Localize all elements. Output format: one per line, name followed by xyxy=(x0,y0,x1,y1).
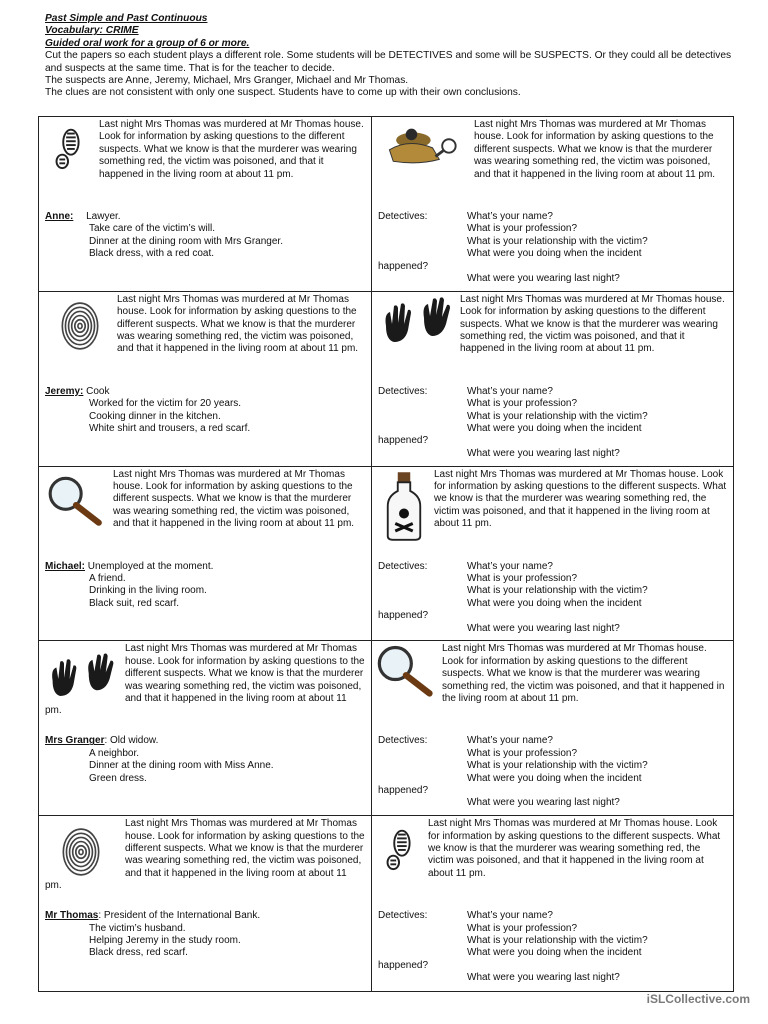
card-intro: Last night Mrs Thomas was murdered at Mr Thomas house. Look for information by asking questions to the different suspects. What we know is that the murderer was wearing something red, the victim was poisoned, and that it happened in the living room at about 11 pm. xyxy=(45,818,365,892)
suspect-clothing: Green dress. xyxy=(89,772,147,784)
suspect-profession: : President of the International Bank. xyxy=(98,910,261,922)
card-intro: Last night Mrs Thomas was murdered at Mr Thomas house. Look for information by asking questions to the different suspects. What we know is that the murderer was wearing something red, the victim was poisoned, and that it happened in the living room at about 11 pm. xyxy=(378,818,727,880)
question-doing: What were you doing when the incident xyxy=(467,423,642,435)
question-doing-end: happened? xyxy=(378,435,429,447)
card-intro: Last night Mrs Thomas was murdered at Mr Thomas house. Look for information by asking questions to the different suspects. What we know is that the murderer was wearing something red, the victim was poisoned, and that it happened in the living room at about 11 pm. xyxy=(378,294,727,356)
question-relationship: What is your relationship with the victim? xyxy=(467,935,648,946)
suspect-relationship: A neighbor. xyxy=(89,747,140,759)
card-intro: Last night Mrs Thomas was murdered at Mr Thomas house. Look for information by asking questions to the different suspects. What we know is that the murderer was wearing something red, the victim was poisoned, and that it happened in the living room at about 11 pm. xyxy=(378,643,727,705)
suspect-relationship: A friend. xyxy=(89,573,126,584)
question-wearing: What were you wearing last night? xyxy=(467,273,620,285)
suspect-profession: Lawyer. xyxy=(86,211,121,222)
question-wearing: What were you wearing last night? xyxy=(467,972,620,984)
question-relationship: What is your relationship with the victim? xyxy=(467,585,648,597)
detective-questions xyxy=(378,910,727,984)
poison-bottle-icon xyxy=(384,471,424,541)
instructions-paragraph: Cut the papers so each student plays a different role. Some students will be DETECTIVES and some will be SUSPECTS. Or they could all be detectives and suspects at the same time. That is for the teacher to decide. xyxy=(45,50,732,74)
suspect-clothing: Black dress, red scarf. xyxy=(89,947,188,959)
detectives-label: Detectives: xyxy=(378,211,428,222)
question-name: What’s your name? xyxy=(467,560,553,572)
card-intro: Last night Mrs Thomas was murdered at Mr Thomas house. Look for information by asking questions to the different suspects. What we know is that the murderer was wearing something red, the victim was poisoned, and that it happened in the living room at about 11 pm. xyxy=(45,469,365,531)
suspect-profession: : Old widow. xyxy=(104,735,159,747)
question-wearing: What were you wearing last night? xyxy=(467,447,620,459)
suspect-details xyxy=(45,910,365,960)
detective-icon xyxy=(378,121,468,169)
question-name: What’s your name? xyxy=(467,910,553,922)
detective-card xyxy=(372,816,733,991)
handprints-icon xyxy=(45,651,121,701)
suspect-relationship: Take care of the victim’s will. xyxy=(89,223,215,235)
suspect-card-mr-thomas xyxy=(39,816,372,991)
suspect-name: Jeremy: xyxy=(45,385,84,397)
card-intro: Last night Mrs Thomas was murdered at Mr Thomas house. Look for information by asking questions to the different suspects. What we know is that the murderer was wearing something red, the victim was poisoned, and that it happened in the living room at about 11 pm. xyxy=(378,469,727,541)
fingerprint-icon xyxy=(53,300,107,352)
detectives-label: Detectives: xyxy=(378,910,428,922)
question-relationship: What is your relationship with the victim? xyxy=(467,235,648,247)
suspect-card-michael xyxy=(39,467,372,642)
suspect-details xyxy=(45,386,365,436)
suspect-details xyxy=(45,211,365,261)
title-vocabulary: Vocabulary: CRIME xyxy=(45,25,139,37)
detective-questions xyxy=(378,211,727,285)
magnifying-glass-icon xyxy=(374,643,438,699)
question-doing-end: happened? xyxy=(378,959,429,971)
question-doing-end: happened? xyxy=(378,610,429,622)
suspect-relationship: Worked for the victim for 20 years. xyxy=(89,398,242,410)
question-wearing: What were you wearing last night? xyxy=(467,622,620,634)
suspect-activity: Helping Jeremy in the study room. xyxy=(89,935,241,946)
question-name: What’s your name? xyxy=(467,211,553,222)
question-doing-end: happened? xyxy=(378,260,429,272)
question-profession: What is your profession? xyxy=(467,223,578,235)
title-tenses: Past Simple and Past Continuous xyxy=(45,13,208,24)
detectives-label: Detectives: xyxy=(378,560,428,572)
question-profession: What is your profession? xyxy=(467,747,578,759)
question-doing: What were you doing when the incident xyxy=(467,947,642,959)
suspect-activity: Dinner at the dining room with Mrs Granger. xyxy=(89,235,283,247)
suspect-name: Mr Thomas xyxy=(45,910,99,922)
handprints-icon xyxy=(378,296,458,346)
question-doing-end: happened? xyxy=(378,785,429,797)
suspect-profession: Unemployed at the moment. xyxy=(87,560,214,572)
suspect-details xyxy=(45,561,365,611)
detective-questions xyxy=(378,561,727,635)
detectives-label: Detectives: xyxy=(378,735,428,747)
detective-card xyxy=(372,292,733,467)
question-doing: What were you doing when the incident xyxy=(467,772,642,784)
worksheet-header xyxy=(45,13,745,100)
question-doing: What were you doing when the incident xyxy=(467,248,642,260)
suspect-name: Anne: xyxy=(45,211,74,222)
suspect-relationship: The victim’s husband. xyxy=(89,922,186,934)
detectives-label: Detectives: xyxy=(378,385,428,397)
footprint-icon xyxy=(45,123,93,171)
question-relationship: What is your relationship with the victim? xyxy=(467,760,648,772)
question-name: What’s your name? xyxy=(467,735,553,747)
footprint-icon xyxy=(378,824,422,872)
detective-questions xyxy=(378,386,727,460)
card-intro: Last night Mrs Thomas was murdered at Mr Thomas house. Look for information by asking questions to the different suspects. What we know is that the murderer was wearing something red, the victim was poisoned, and that it happened in the living room at about 11 pm. xyxy=(378,119,727,181)
suspect-clothing: Black suit, red scarf. xyxy=(89,597,180,609)
card-intro: Last night Mrs Thomas was murdered at Mr Thomas house. Look for information by asking questions to the different suspects. What we know is that the murderer was wearing something red, the victim was poisoned, and that it happened in the living room at about 11 pm. xyxy=(45,294,365,356)
suspect-details xyxy=(45,735,365,785)
detective-card xyxy=(372,117,733,292)
suspect-activity: Cooking dinner in the kitchen. xyxy=(89,410,221,422)
suspect-name: Mrs Granger xyxy=(45,735,105,747)
detective-card xyxy=(372,641,733,816)
fingerprint-icon xyxy=(55,826,107,878)
clues-paragraph: The clues are not consistent with only one suspect. Students have to come up with their own conclusions. xyxy=(45,87,521,99)
suspect-activity: Dinner at the dining room with Miss Anne. xyxy=(89,760,274,772)
islcollective-logo: iSLCollective.com xyxy=(646,992,750,1006)
suspect-name: Michael: xyxy=(45,560,86,572)
role-cards-grid xyxy=(38,116,734,992)
suspect-activity: Drinking in the living room. xyxy=(89,585,207,597)
title-guided-work: Guided oral work for a group of 6 or more. xyxy=(45,37,250,49)
question-wearing: What were you wearing last night? xyxy=(467,797,620,809)
card-intro: Last night Mrs Thomas was murdered at Mr Thomas house. Look for information by asking questions to the different suspects. What we know is that the murderer was wearing something red, the victim was poisoned, and that it happened in the living room at about 11 pm. xyxy=(45,119,365,181)
question-profession: What is your profession? xyxy=(467,922,578,934)
question-relationship: What is your relationship with the victim? xyxy=(467,410,648,422)
question-doing: What were you doing when the incident xyxy=(467,597,642,609)
suspect-profession: Cook xyxy=(86,385,110,397)
suspect-clothing: White shirt and trousers, a red scarf. xyxy=(89,423,251,435)
detective-card xyxy=(372,467,733,642)
question-name: What’s your name? xyxy=(467,385,553,397)
suspect-card-jeremy xyxy=(39,292,372,467)
suspect-clothing: Black dress, with a red coat. xyxy=(89,248,215,260)
suspect-card-anne xyxy=(39,117,372,292)
question-profession: What is your profession? xyxy=(467,398,578,410)
suspect-card-mrs-granger xyxy=(39,641,372,816)
suspects-paragraph: The suspects are Anne, Jeremy, Michael, Mrs Granger, Michael and Mr Thomas. xyxy=(45,75,409,87)
card-intro: Last night Mrs Thomas was murdered at Mr Thomas house. Look for information by asking questions to the different suspects. What we know is that the murderer was wearing something red, the victim was poisoned, and that it happened in the living room at about 11 pm. xyxy=(45,643,365,717)
magnifying-glass-icon xyxy=(45,475,107,527)
detective-questions xyxy=(378,735,727,809)
question-profession: What is your profession? xyxy=(467,573,578,584)
